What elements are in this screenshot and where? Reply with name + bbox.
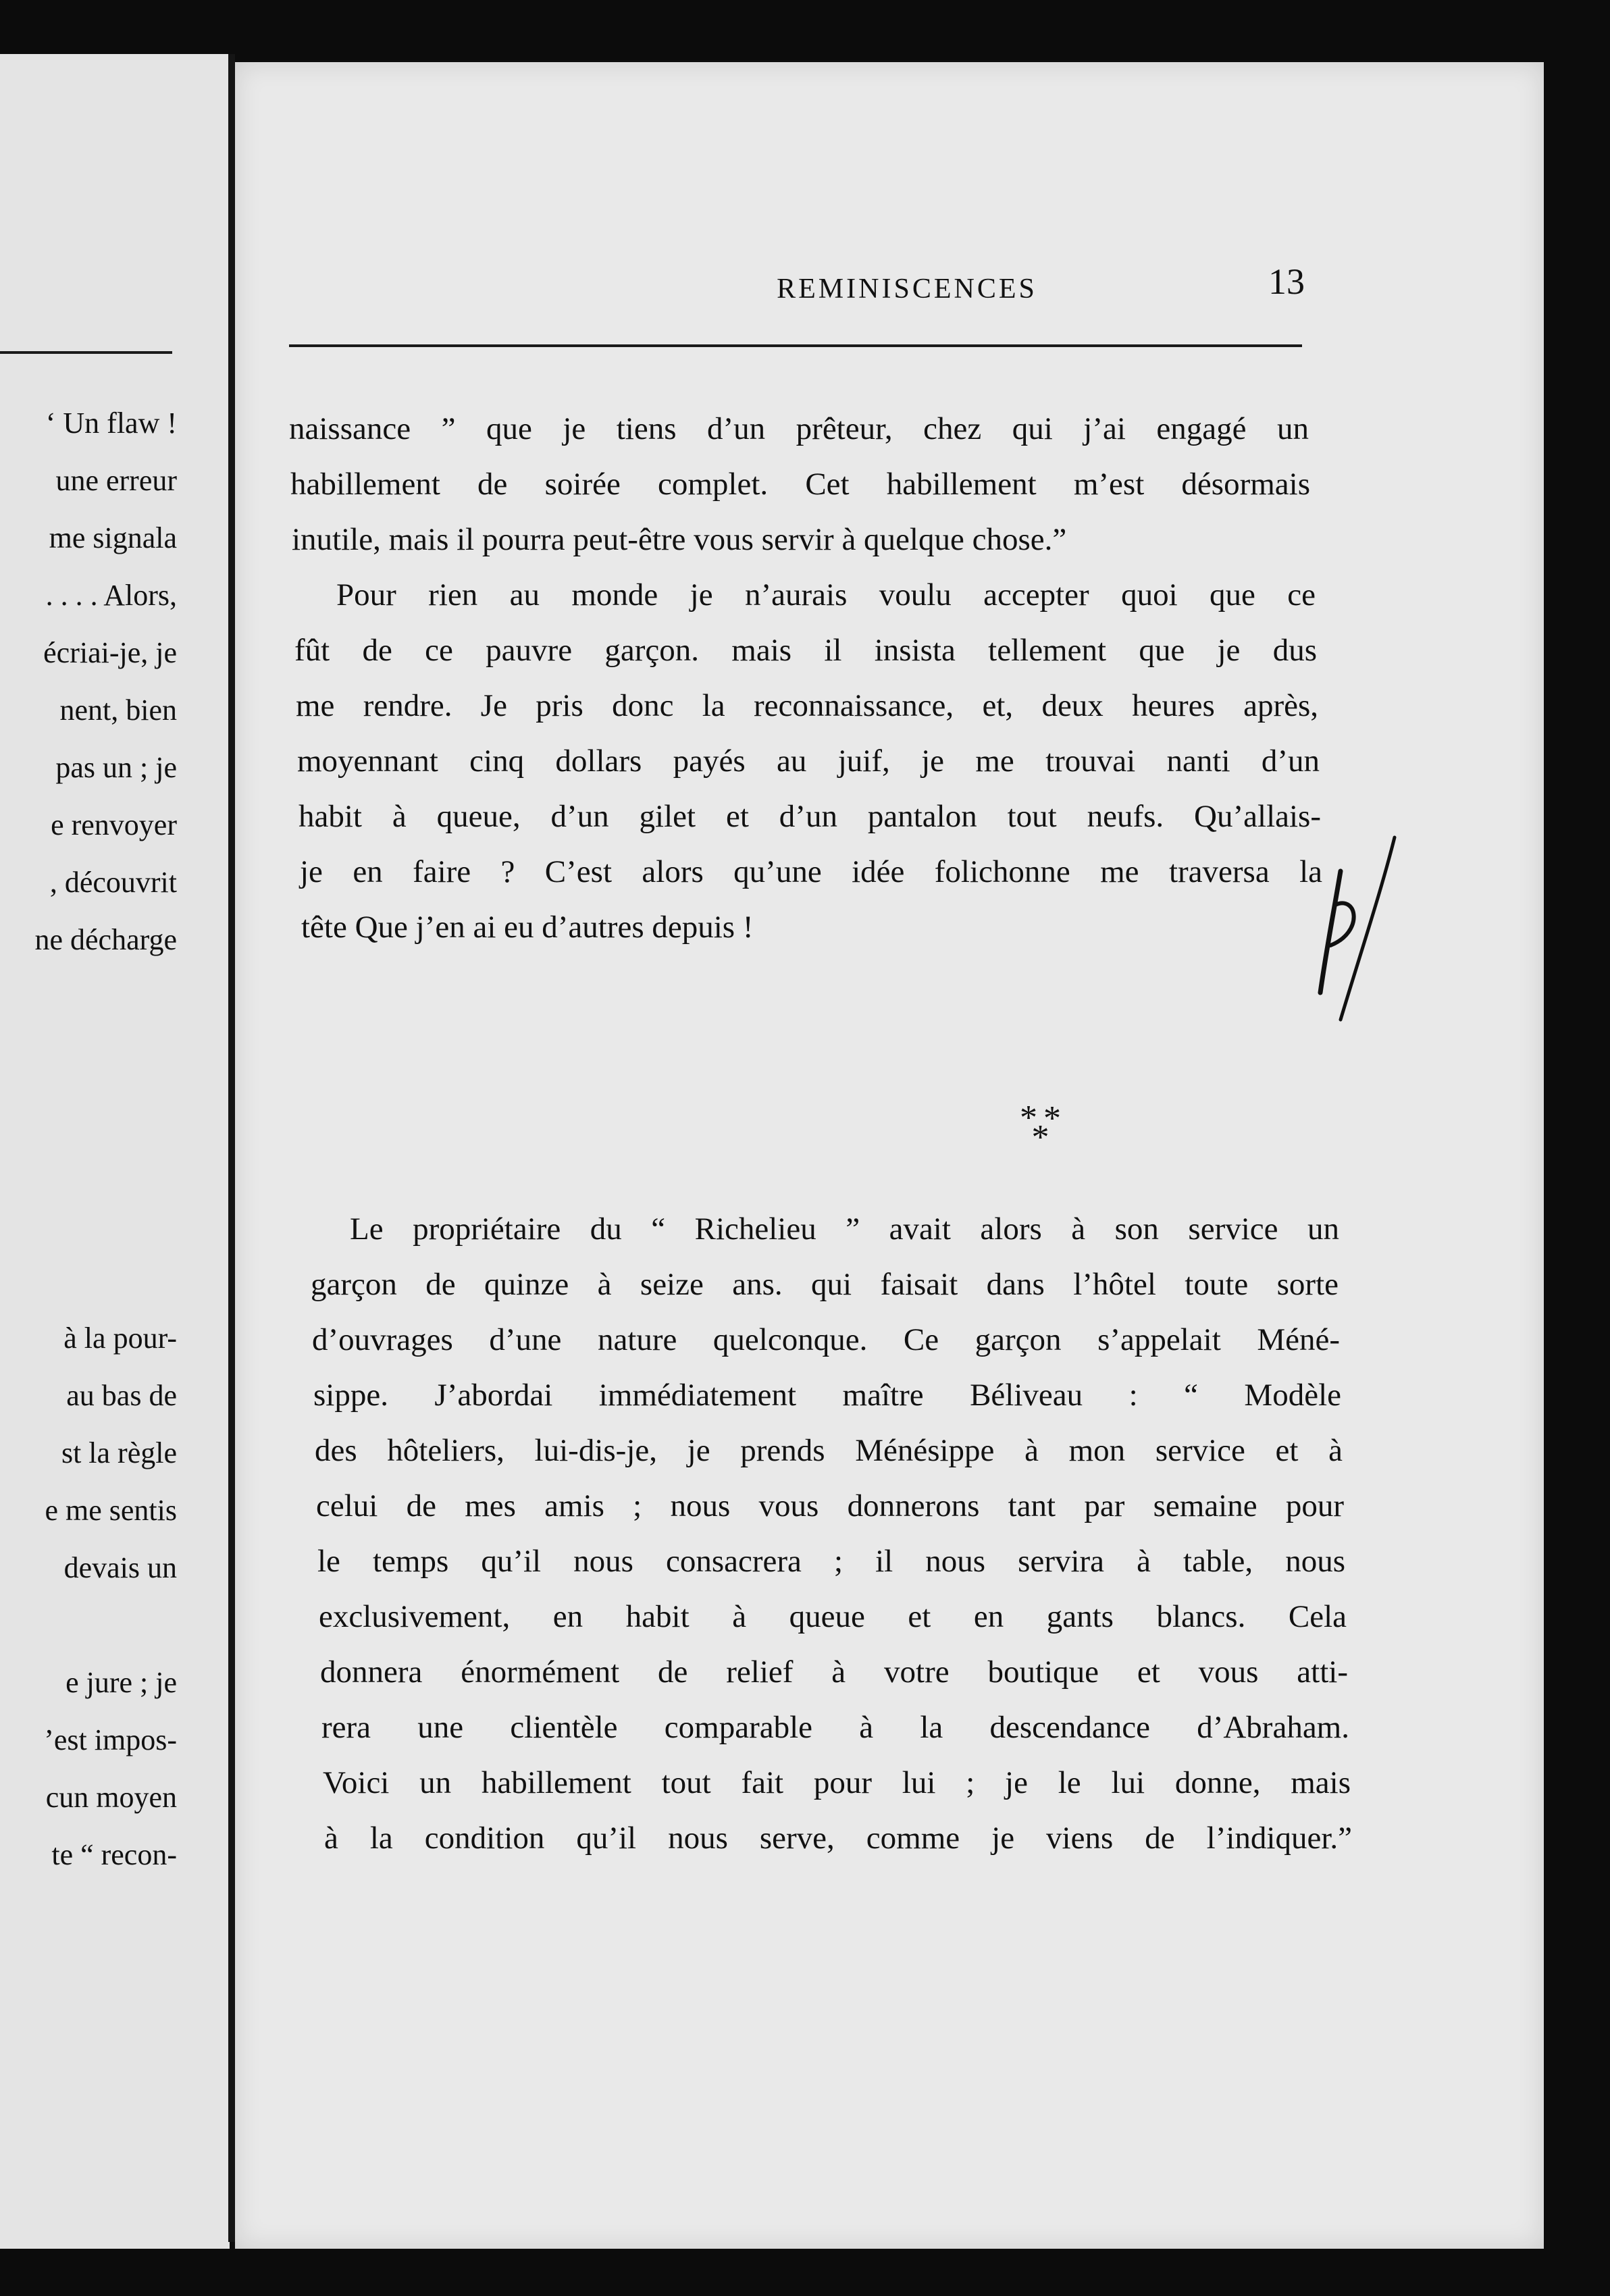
left-page-line: devais un [63,1551,177,1584]
left-page-line: cun moyen [45,1781,177,1814]
left-page-line: . . . . Alors, [45,579,177,612]
text-line: celui de mes amis ; nous vous donnerons tant par semaine pour [316,1488,1344,1523]
asterism-star: * [1020,1099,1037,1137]
left-page-line: e renvoyer [51,808,177,841]
text-line: Pour rien au monde je n’aurais voulu accepter quoi que ce [336,577,1316,612]
text-line: rera une clientèle comparable à la descendance d’Abraham. [321,1710,1349,1745]
left-page-line: ’est impos- [44,1723,177,1756]
left-page-line: nent, bien [59,694,177,727]
text-line: d’ouvrages d’une nature quelconque. Ce garçon s’appelait Méné- [312,1322,1340,1357]
text-line: garçon de quinze à seize ans. qui faisait dans l’hôtel toute sorte [311,1267,1339,1302]
text-line: fût de ce pauvre garçon. mais il insista tellement que je dus [294,633,1317,668]
text-line: inutile, mais il pourra peut-être vous servir à quelque chose.” [292,522,1067,557]
text-line: tête Que j’en ai eu d’autres depuis ! [301,910,754,945]
text-line: je en faire ? C’est alors qu’une idée folichonne me traversa la [300,854,1322,889]
page-number: 13 [1268,261,1305,302]
header-rule [289,344,1302,347]
left-page-line: ‘ Un flaw ! [45,407,177,440]
left-page-line: te “ recon- [51,1838,177,1871]
text-line: Le propriétaire du “ Richelieu ” avait alors à son service un [350,1211,1339,1247]
asterism-star: * [1031,1118,1049,1157]
asterism-star: * [1043,1099,1061,1138]
left-page-line: une erreur [55,464,177,497]
left-page-line: à la pour- [63,1322,177,1355]
text-line: moyennant cinq dollars payés au juif, je me trouvai nanti d’un [297,743,1320,779]
text-line: exclusivement, en habit à queue et en gants blancs. Cela [319,1599,1347,1634]
left-page-text [0,54,177,2249]
text-line: Voici un habillement tout fait pour lui ; je le lui donne, mais [323,1765,1351,1800]
proofreader-mark-icon [1293,831,1422,1033]
section-break-asterism [1012,1099,1066,1157]
left-page-line: e me sentis [45,1494,177,1527]
text-line: habillement de soirée complet. Cet habillement m’est désormais [290,467,1310,502]
left-page-line: e jure ; je [66,1666,177,1699]
left-page-line: , découvrit [49,866,177,899]
text-line: habit à queue, d’un gilet et d’un pantalon tout neufs. Qu’allais- [298,799,1321,834]
text-line: des hôteliers, lui-dis-je, je prends Ménésippe à mon service et à [315,1433,1343,1468]
left-page-line: st la règle [61,1436,177,1469]
text-line: sippe. J’abordai immédiatement maître Béliveau : “ Modèle [313,1378,1341,1413]
left-page-line: au bas de [66,1379,177,1412]
running-title: REMINISCENCES [777,273,1037,305]
left-page-line: pas un ; je [55,751,177,784]
main-page [235,62,1544,2249]
left-page-line: ne décharge [34,923,177,956]
text-line: à la condition qu’il nous serve, comme je viens de l’indiquer.” [324,1821,1352,1856]
text-line: me rendre. Je pris donc la reconnaissance, et, deux heures après, [296,688,1318,723]
book-gutter [228,54,235,2242]
text-line: donnera énormément de relief à votre boutique et vous atti- [320,1654,1348,1690]
text-line: naissance ” que je tiens d’un prêteur, chez qui j’ai engagé un [289,411,1309,446]
text-line: le temps qu’il nous consacrera ; il nous servira à table, nous [317,1544,1345,1579]
left-page-fragment [0,54,230,2249]
left-page-line: me signala [49,521,177,554]
left-page-line: écriai-je, je [43,636,177,669]
